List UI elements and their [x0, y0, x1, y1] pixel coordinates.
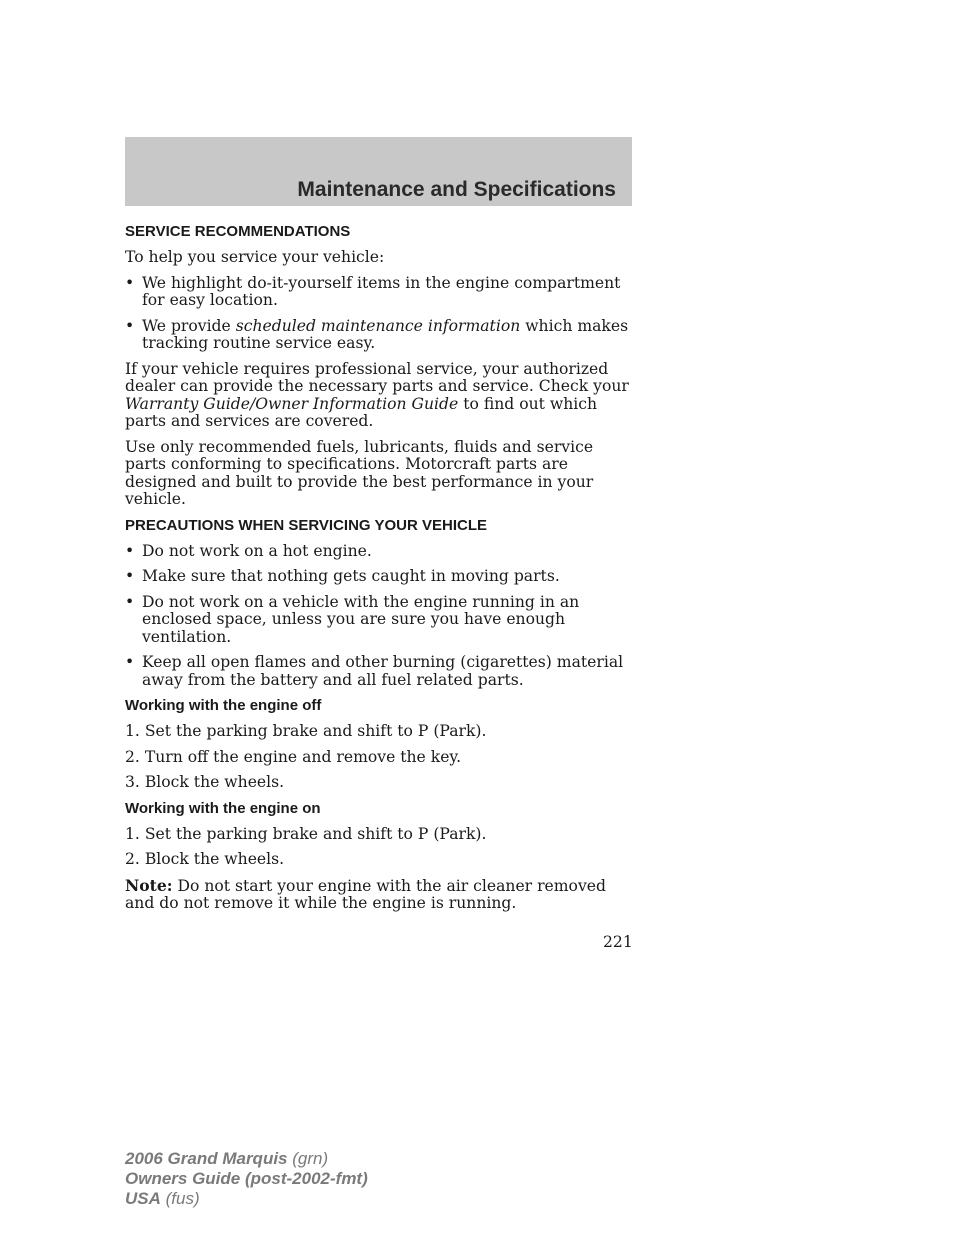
- list-item: [125, 568, 635, 586]
- list-item: [125, 654, 635, 689]
- bullet-text: Do not work on a hot engine.: [142, 541, 372, 560]
- parts-paragraph: Use only recommended fuels, lubricants, fluids and service parts conforming to specifications. Motorcraft parts are designed and built to provide the best performance in your vehicle.: [125, 437, 594, 508]
- note-text: Do not start your engine with the air cleaner removed and do not remove it while the engine is running.: [125, 876, 606, 912]
- bullet-glyph: •: [125, 273, 135, 292]
- engine-on-heading: Working with the engine on: [125, 799, 321, 817]
- page-number: 221: [603, 933, 633, 951]
- footer-line-1: [125, 1149, 368, 1169]
- bullet-text: We highlight do-it-yourself items in the engine compartment for easy location.: [142, 273, 621, 309]
- paragraph-text-suffix: to find out which parts and services are covered.: [125, 394, 598, 430]
- footer-model: 2006 Grand Marquis: [125, 1149, 288, 1168]
- section-header-band: [125, 137, 632, 206]
- bullet-glyph: •: [125, 316, 135, 335]
- footer-market: USA: [125, 1189, 161, 1208]
- engine-on-step: 2. Block the wheels.: [125, 850, 285, 868]
- engine-on-step: 1. Set the parking brake and shift to P (Park).: [125, 824, 487, 843]
- service-bullet-list: [125, 275, 635, 353]
- list-item: [125, 275, 635, 310]
- bullet-text-prefix: We provide: [142, 316, 236, 335]
- bullet-text-italic: scheduled maintenance information: [235, 316, 521, 335]
- bullet-glyph: •: [125, 541, 135, 560]
- list-item: [125, 543, 635, 561]
- paragraph-text-prefix: If your vehicle requires professional service, your authorized dealer can provide the necessary parts and service. Check your: [125, 359, 629, 395]
- service-intro: To help you service your vehicle:: [125, 248, 385, 266]
- engine-off-step: 2. Turn off the engine and remove the key.: [125, 747, 462, 766]
- list-item: [125, 318, 635, 353]
- engine-off-step: 1. Set the parking brake and shift to P (Park).: [125, 722, 487, 740]
- bullet-glyph: •: [125, 567, 135, 585]
- precautions-heading: PRECAUTIONS WHEN SERVICING YOUR VEHICLE: [125, 516, 487, 534]
- footer-line-2: [125, 1169, 368, 1189]
- section-title: Maintenance and Specifications: [297, 178, 616, 201]
- footer-line-3: [125, 1189, 368, 1209]
- bullet-glyph: •: [125, 592, 135, 611]
- service-paragraph: [125, 361, 635, 431]
- note: [125, 877, 635, 913]
- note-label: Note:: [125, 875, 173, 895]
- footer-market-code: (fus): [160, 1189, 200, 1208]
- footer-guide-format: Owners Guide (post-2002-fmt): [125, 1169, 368, 1188]
- bullet-text: Do not work on a vehicle with the engine running in an enclosed space, unless you are sure you have enough ventilation.: [142, 592, 580, 646]
- page-content: [125, 223, 635, 921]
- bullet-glyph: •: [125, 653, 135, 671]
- footer-model-code: (grn): [287, 1149, 329, 1168]
- precautions-list: [125, 543, 635, 690]
- engine-off-heading: Working with the engine off: [125, 697, 322, 714]
- bullet-text: Keep all open flames and other burning (cigarettes) material away from the battery and all fuel related parts.: [142, 653, 624, 689]
- bullet-text: Make sure that nothing gets caught in moving parts.: [142, 567, 560, 585]
- guide-reference: Warranty Guide/Owner Information Guide: [125, 394, 459, 413]
- document-footer: [125, 1149, 368, 1209]
- service-heading: SERVICE RECOMMENDATIONS: [125, 223, 351, 240]
- list-item: [125, 594, 635, 647]
- bullet-text-suffix: which makes tracking routine service easy.: [142, 316, 629, 352]
- engine-off-step: 3. Block the wheels.: [125, 773, 285, 791]
